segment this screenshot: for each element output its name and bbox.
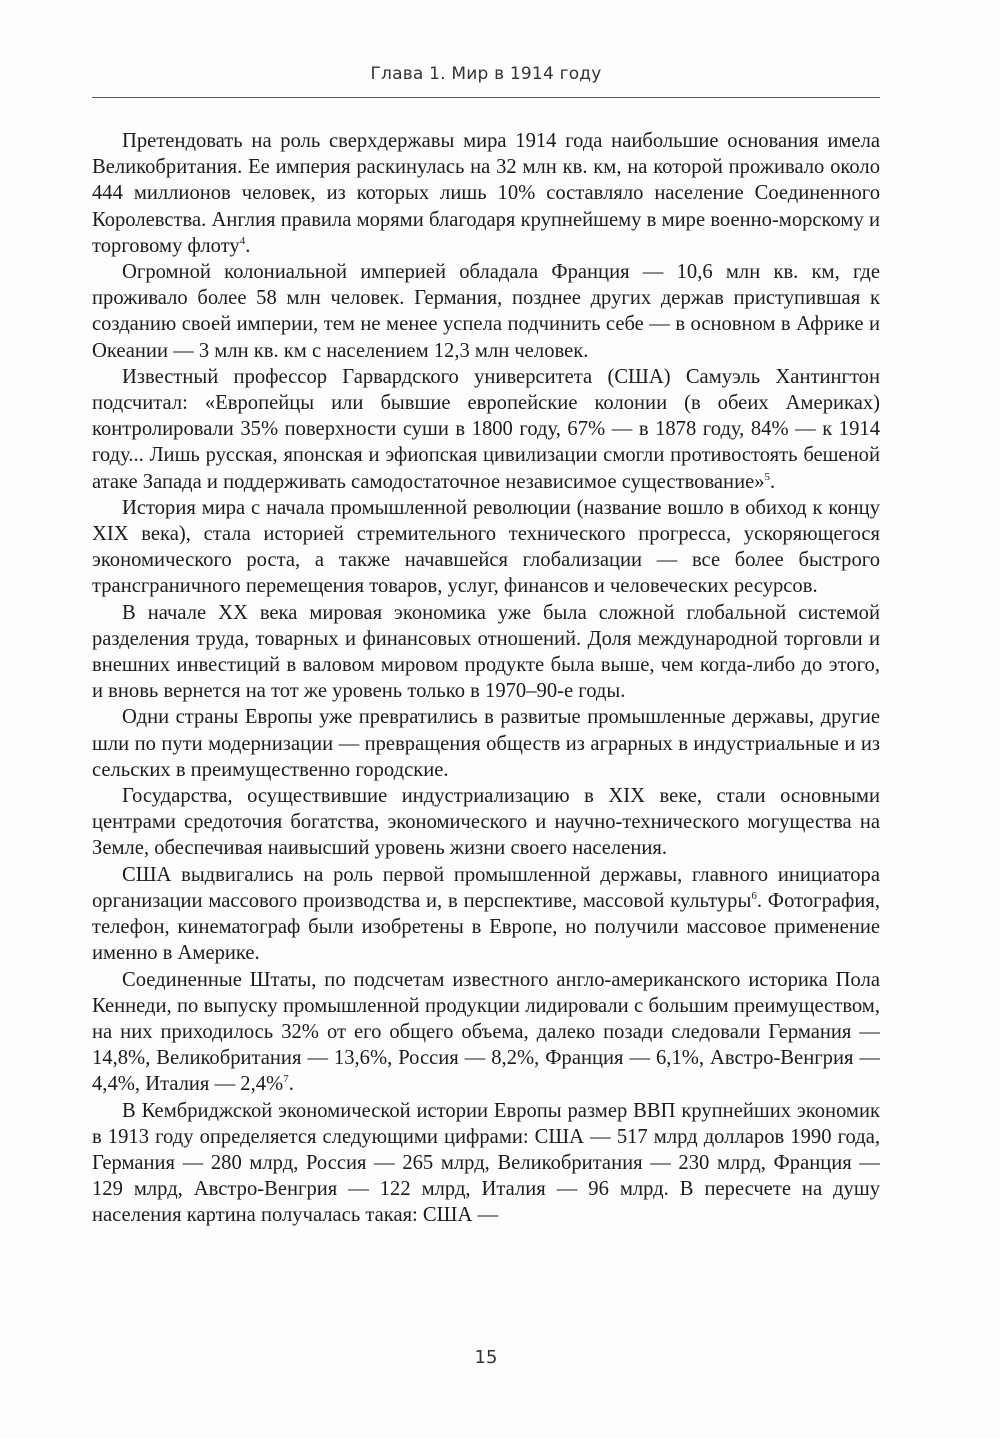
paragraph-text: Соединенные Штаты, по подсчетам известного англо-американского историка Пола Кеннеди, по выпуску промышленной продукции лидировали с большим преимуществом, на них приходилось 32% от его общего объема, далеко позади следовали Германия — 14,8%, Великобритания — 13,6%, Россия — 8,2%, Франция — 6,1%, Австро-Венгрия — 4,4%, Италия — 2,4% — [92, 968, 880, 1096]
running-head: Глава 1. Мир в 1914 году — [370, 64, 602, 84]
paragraph-text: История мира с начала промышленной революции (название вошло в обиход к концу XIX века), стала историей стремительного технического прогресса, ускоряющегося экономического роста, а также начавшейся глобализации — все более быстрого трансграничного перемещения товаров, услуг, финансов и человеческих ресурсов. — [92, 496, 880, 598]
paragraph: Известный профессор Гарвардского университета (США) Самуэль Хантингтон подсчитал: «Европейцы или бывшие европейские колонии (в обеих Америках) контролировали 35% поверхности суши в 1800 году, 67% — в 1878 году, 84% — к 1914 году... Лишь русская, японская и эфиопская цивилизации смогли противостоять бешеной атаке Запада и поддерживать самодостаточное независимое существование»$^5$. — [92, 365, 880, 493]
paragraph — [92, 259, 880, 364]
footnote-ref: 6 — [751, 890, 757, 903]
header-rule — [92, 97, 880, 98]
paragraph: Претендовать на роль сверхдержавы мира 1914 года наибольшие основания имела Великобритания. Ее империя раскинулась на 32 млн кв. км, на которой проживало около 444 миллионов человек, из которых лишь 10% составляло население Соединенного Королевства. Англия правила морями благодаря крупнейшему в мире военно-морскому и торговому флоту$^4$. — [92, 130, 880, 257]
footnote-ref: 5 — [764, 470, 771, 483]
paragraph-text: Известный профессор Гарвардского университета (США) Самуэль Хантингтон подсчитал: «Европейцы или бывшие европейские колонии (в обеих Америках) контролировали 35% поверхности суши в 1800 году, 67% — в 1878 году, 84% — к 1914 году... Лишь русская, японская и эфиопская цивилизации смогли противостоять бешеной атаке Запада и поддерживать самодостаточное независимое существование» — [92, 365, 880, 493]
footnote-ref: 4 — [239, 234, 246, 247]
paragraph-text: Огромной колониальной империей обладала Франция — 10,6 млн кв. км, где проживало более 58 млн человек. Германия, позднее других держав приступившая к созданию своей империи, тем не менее успела подчинить себе — в основном в Африке и Океании — 3 млн кв. км с населением 12,3 млн человек. — [92, 261, 880, 362]
paragraph — [92, 600, 880, 705]
paragraph — [92, 862, 880, 967]
paragraph-text: В начале XX века мировая экономика уже была сложной глобальной системой разделения труда, товарных и финансовых отношений. Доля международной торговли и внешних инвестиций в валовом мировом продукте была выше, чем когда-либо до этого, и вновь вернется на тот же уровень только в 1970–90-е годы. — [92, 601, 880, 703]
page-number: 15 — [474, 1347, 498, 1368]
footnote-ref: 7 — [283, 1073, 289, 1086]
paragraph-text: США выдвигались на роль первой промышленной державы, главного инициатора организации массового производства и, в перспективе, массовой культуры — [92, 863, 880, 912]
paragraph-text: Одни страны Европы уже превратились в развитые промышленные державы, другие шли по пути модернизации — превращения обществ из аграрных в индустриальные и из сельских в преимущественно городские. — [92, 706, 880, 781]
paragraph — [92, 495, 880, 600]
paragraph — [92, 704, 880, 783]
body-text — [92, 128, 880, 1229]
paragraph — [92, 1098, 880, 1229]
paragraph-text: Государства, осуществившие индустриализацию в XIX веке, стали основными центрами средоточия богатства, экономического и научно-технического могущества на Земле, обеспечивая наивысший уровень жизни своего населения. — [92, 785, 880, 860]
paragraph: Соединенные Штаты, по подсчетам известного англо-американского историка Пола Кеннеди, по выпуску промышленной продукции лидировали с большим преимуществом, на них приходилось 32% от его общего объема, далеко позади следовали Германия — 14,8%, Великобритания — 13,6%, Россия — 8,2%, Франция — 6,1%, Австро-Венгрия — 4,4%, Италия — 2,4%$^7$. — [92, 968, 880, 1096]
paragraph-text: В Кембриджской экономической истории Европы размер ВВП крупнейших экономик в 1913 году определяется следующими цифрами: США — 517 млрд долларов 1990 года, Германия — 280 млрд, Россия — 265 млрд, Великобритания — 230 млрд, Франция — 129 млрд, Австро-Венгрия — 122 млрд, Италия — 96 млрд. В пересчете на душу населения картина получалась такая: США — — [92, 1099, 880, 1227]
paragraph — [92, 783, 880, 862]
paragraph-text-continued: . Фотография, телефон, кинематограф были изобретены в Европе, но получили массовое применение именно в Америке. — [92, 889, 880, 965]
paragraph-text: Претендовать на роль сверхдержавы мира 1914 года наибольшие основания имела Великобритания. Ее империя раскинулась на 32 млн кв. км, на которой проживало около 444 миллионов человек, из которых лишь 10% составляло население Соединенного Королевства. Англия правила морями благодаря крупнейшему в мире военно-морскому и торговому флоту — [92, 130, 880, 257]
